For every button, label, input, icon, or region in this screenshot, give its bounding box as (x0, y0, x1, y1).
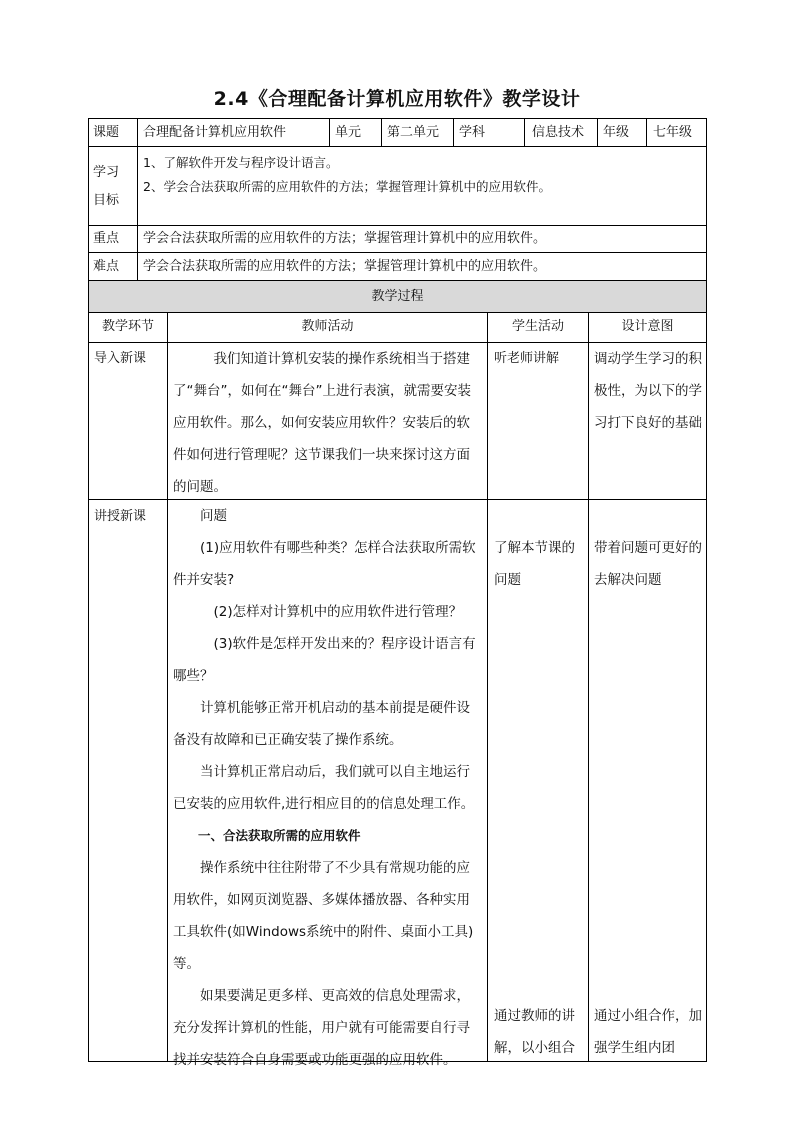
question-1: (1)应用软件有哪些种类？怎样合法获取所需软件并安装? (173, 540, 476, 588)
course-value: 合理配备计算机应用软件 (143, 125, 287, 140)
course-label: 课题 (93, 125, 120, 140)
unit-label: 单元 (335, 125, 362, 140)
process-header: 教学过程 (89, 281, 706, 312)
student-activity-1: 了解本节课的问题 (494, 540, 575, 588)
intro-teacher (173, 343, 482, 503)
key-point-label: 重点 (93, 231, 120, 246)
stage-intro: 导入新课 (94, 351, 147, 366)
objectives-label-1: 学习 (93, 165, 120, 180)
objective-item-2: 2、学会合法获取所需的应用软件的方法；掌握管理计算机中的应用软件。 (143, 179, 551, 194)
question-title: 问题 (200, 508, 227, 524)
unit-value: 第二单元 (387, 125, 440, 140)
paragraph-4: 如果要满足更多样、更高效的信息处理需求，充分发挥计算机的性能，用户就有可能需要自行寻找并安装符合自身需要或功能更强的应用软件。 (173, 988, 470, 1068)
column-stage: 教学环节 (101, 319, 154, 334)
paragraph-2: 当计算机正常启动后，我们就可以自主地运行已安装的应用软件,进行相应目的的信息处理工作。 (173, 764, 475, 812)
intro-teacher-text: 我们知道计算机安装的操作系统相当于搭建了“舞台”，如何在“舞台”上进行表演，就需要安装应用软件。那么，如何安装应用软件？安装后的软件如何进行管理呢？这节课我们一块来探讨这方面的问题。 (173, 351, 471, 495)
section-heading-1: 一、合法获取所需的应用软件 (198, 828, 361, 843)
paragraph-3: 操作系统中往往附带了不少具有常规功能的应用软件，如网页浏览器、多媒体播放器、各种实用工具软件(如Windows系统中的附件、桌面小工具)等。 (173, 860, 474, 972)
intro-student: 听老师讲解 (494, 351, 560, 366)
grade-label: 年级 (603, 125, 630, 140)
column-intent: 设计意图 (621, 319, 674, 334)
objectives-label-2: 目标 (93, 193, 120, 208)
student-activity-2: 通过教师的讲解，以小组合 (494, 1008, 575, 1056)
document-title: 2.4《合理配备计算机应用软件》教学设计 (213, 88, 581, 110)
objective-item-1: 1、了解软件开发与程序设计语言。 (143, 155, 339, 170)
design-intent-1: 带着问题可更好的去解决问题 (594, 540, 702, 588)
question-3: (3)软件是怎样开发出来的？程序设计语言有哪些？ (173, 636, 476, 684)
intro-intent: 调动学生学习的积极性，为以下的学习打下良好的基础 (594, 351, 702, 431)
difficulty-value: 学会合法获取所需的应用软件的方法；掌握管理计算机中的应用软件。 (143, 259, 547, 274)
subject-value: 信息技术 (532, 125, 585, 140)
column-student: 学生活动 (511, 319, 564, 334)
question-2: (2)怎样对计算机中的应用软件进行管理？ (213, 604, 463, 620)
grade-value: 七年级 (653, 125, 693, 140)
new-lesson-teacher (173, 500, 482, 1076)
key-point-value: 学会合法获取所需的应用软件的方法；掌握管理计算机中的应用软件。 (143, 231, 547, 246)
subject-label: 学科 (459, 125, 486, 140)
column-teacher: 教师活动 (301, 319, 354, 334)
stage-new-lesson: 讲授新课 (94, 509, 147, 524)
difficulty-label: 难点 (93, 259, 120, 274)
design-intent-2: 通过小组合作，加强学生组内团 (594, 1008, 702, 1056)
paragraph-1: 计算机能够正常开机启动的基本前提是硬件设备没有故障和已正确安装了操作系统。 (173, 700, 470, 748)
